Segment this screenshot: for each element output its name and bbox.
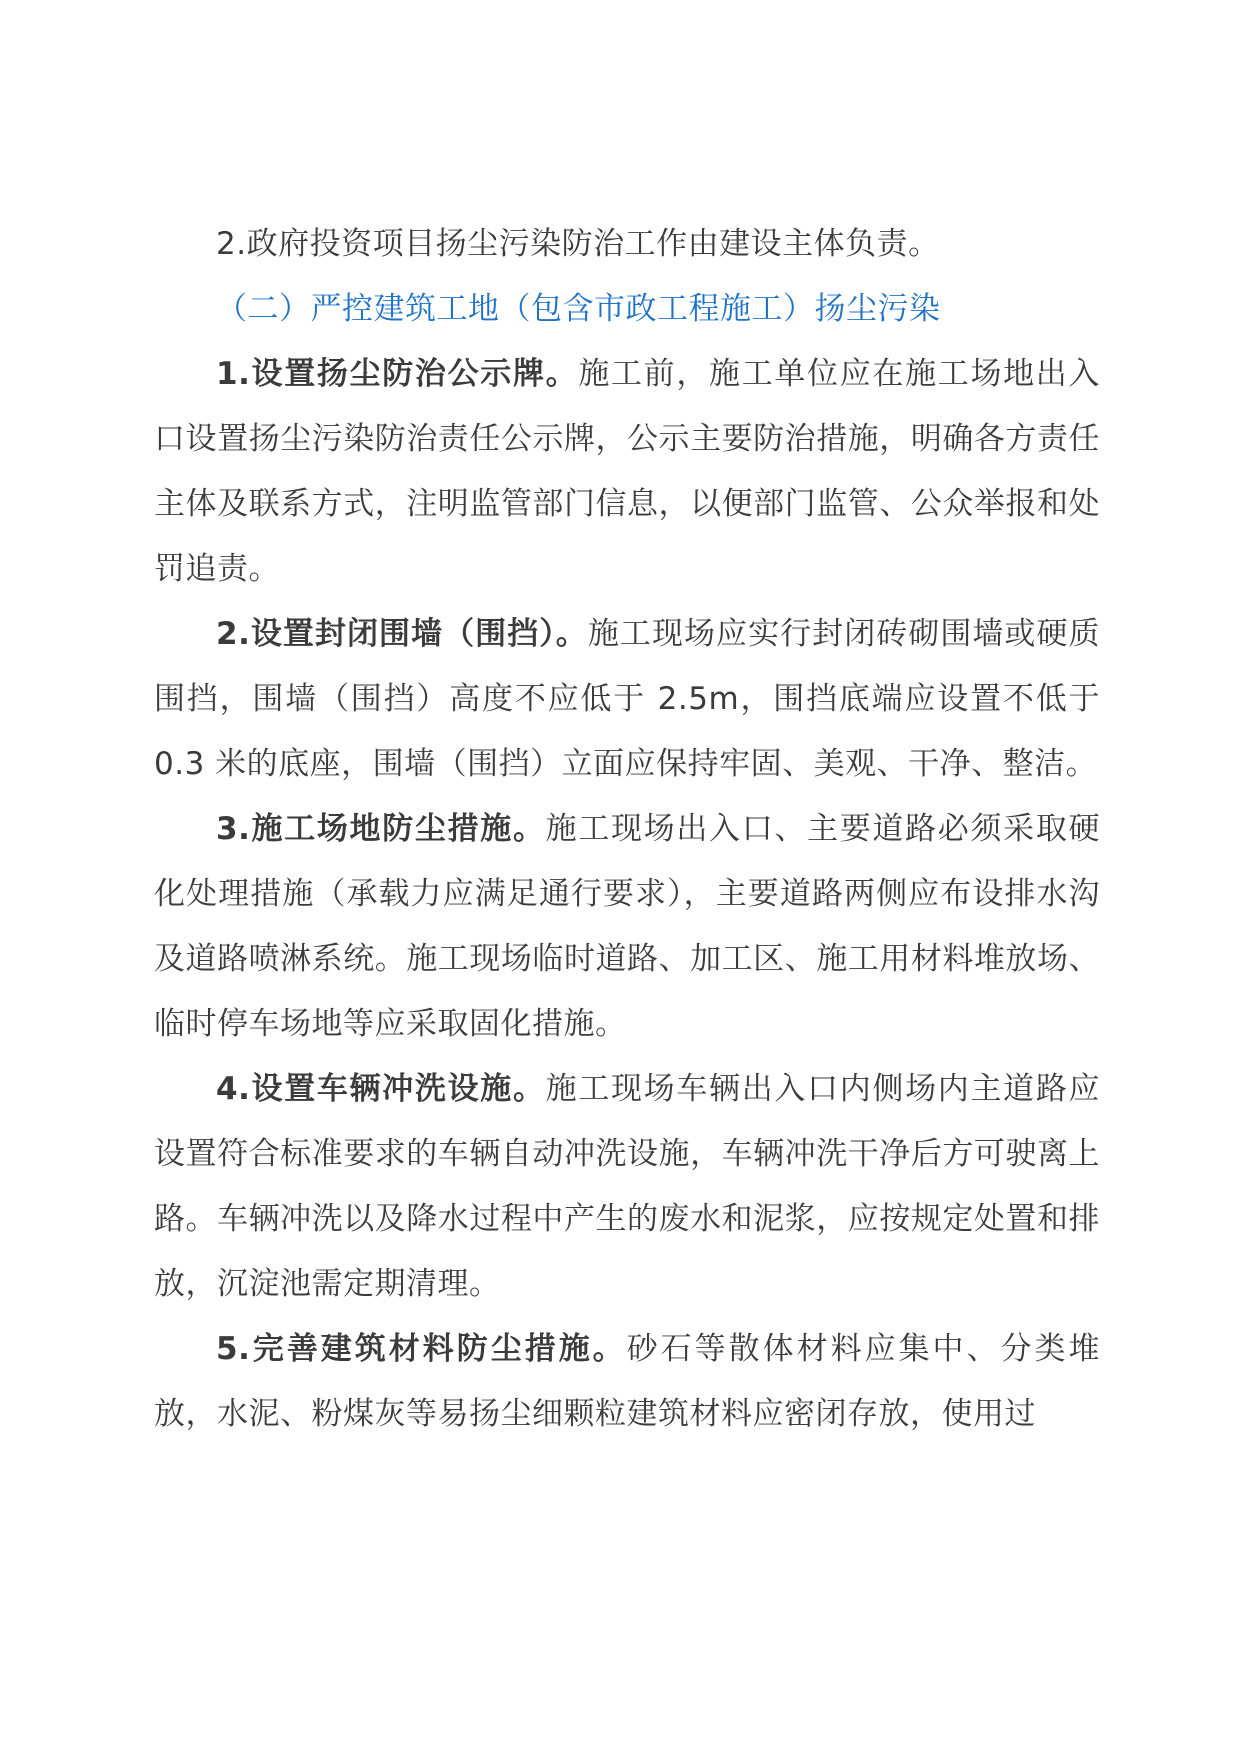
section-heading-text: （二）严控建筑工地（包含市政工程施工）扬尘污染 bbox=[216, 291, 941, 327]
paragraph-text: 砂石等散体材料应集中、分类堆放，水泥、粉煤灰等易扬尘细颗粒建筑材料应密闭存放，使用过 bbox=[154, 1331, 1100, 1432]
paragraph-text: 施工现场出入口、主要道路必须采取硬化处理措施（承载力应满足通行要求），主要道路两侧应布设排水沟及道路喷淋系统。施工现场临时道路、加工区、施工用材料堆放场、临时停车场地等应采取固化措施。 bbox=[154, 811, 1100, 1042]
paragraph-material-dust-control bbox=[154, 1317, 1100, 1447]
paragraph-lead: 2.设置封闭围墙（围挡）。 bbox=[216, 616, 588, 652]
paragraph-text: 施工现场车辆出入口内侧场内主道路应设置符合标准要求的车辆自动冲洗设施，车辆冲洗干净后方可驶离上路。车辆冲洗以及降水过程中产生的废水和泥浆，应按规定处置和排放，沉淀池需定期清理。 bbox=[154, 1071, 1100, 1302]
paragraph-lead: 5.完善建筑材料防尘措施。 bbox=[216, 1331, 627, 1367]
section-heading bbox=[154, 277, 1100, 342]
paragraph-enclosure-wall bbox=[154, 602, 1100, 797]
paragraph-lead: 3.施工场地防尘措施。 bbox=[216, 811, 546, 847]
paragraph-lead: 4.设置车辆冲洗设施。 bbox=[216, 1071, 546, 1107]
paragraph-text: 2.政府投资项目扬尘污染防治工作由建设主体负责。 bbox=[216, 226, 940, 262]
document-page bbox=[154, 212, 1100, 1447]
paragraph-notice-board bbox=[154, 342, 1100, 602]
paragraph-text: 施工现场应实行封闭砖砌围墙或硬质围挡，围墙（围挡）高度不应低于 2.5m，围挡底端应设置不低于 0.3 米的底座，围墙（围挡）立面应保持牢固、美观、干净、整洁。 bbox=[154, 616, 1100, 782]
paragraph-lead: 1.设置扬尘防治公示牌。 bbox=[216, 356, 579, 392]
paragraph-government-projects bbox=[154, 212, 1100, 277]
paragraph-site-dust-control bbox=[154, 797, 1100, 1057]
paragraph-vehicle-washing bbox=[154, 1057, 1100, 1317]
paragraph-text: 施工前，施工单位应在施工场地出入口设置扬尘污染防治责任公示牌，公示主要防治措施，明确各方责任主体及联系方式，注明监管部门信息，以便部门监管、公众举报和处罚追责。 bbox=[154, 356, 1100, 587]
